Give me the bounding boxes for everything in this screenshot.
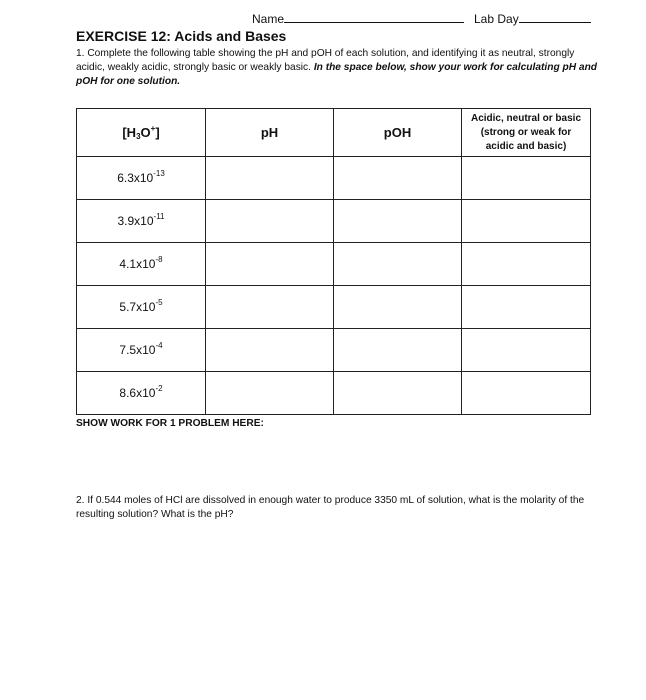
type-cell[interactable] [462,329,591,372]
poh-cell[interactable] [334,286,462,329]
header-poh: pOH [334,109,462,157]
type-cell[interactable] [462,200,591,243]
h3o-value: $3.9x10^{-11}$ [77,200,206,243]
h3o-value: $5.7x10^{-5}$ [77,286,206,329]
question-1-text: 1. Complete the following table showing the pH and pOH of each solution, and identifying it as neutral, strongly acidic, weakly acidic, strongly basic or weakly basic. [76,48,575,73]
header-type: Acidic, neutral or basic (strong or weak for acidic and basic) [462,109,591,157]
poh-cell[interactable] [334,372,462,415]
table-header-row [77,109,591,157]
h3o-value: $7.5x10^{-4}$ [77,329,206,372]
ph-cell[interactable] [206,243,334,286]
lab-day-field [474,11,591,26]
table-row [77,200,591,243]
question-1-instruction: In the space below, show your work for calculating pH and pOH for one solution. [76,62,598,87]
ph-cell[interactable] [206,372,334,415]
type-cell[interactable] [462,157,591,200]
table-row [77,286,591,329]
h3o-value: $8.6x10^{-2}$ [77,372,206,415]
poh-cell[interactable] [334,329,462,372]
ph-table [76,108,591,415]
poh-cell[interactable] [334,200,462,243]
lab-day-blank[interactable] [519,11,591,23]
ph-cell[interactable] [206,157,334,200]
table-row [77,243,591,286]
h3o-value: $6.3x10^{-13}$ [77,157,206,200]
ph-cell[interactable] [206,329,334,372]
h3o-value: $4.1x10^{-8}$ [77,243,206,286]
table-row [77,157,591,200]
type-cell[interactable] [462,243,591,286]
type-cell[interactable] [462,372,591,415]
name-field [252,11,464,26]
name-label: Name [252,12,285,26]
name-blank[interactable] [284,11,464,23]
exercise-title: EXERCISE 12: Acids and Bases [76,28,287,44]
question-2: 2. If 0.544 moles of HCl are dissolved in enough water to produce 3350 mL of solution, what is the molarity of the resulting solution? What is the pH? [76,495,585,520]
table-row [77,372,591,415]
ph-cell[interactable] [206,200,334,243]
ph-cell[interactable] [206,286,334,329]
poh-cell[interactable] [334,157,462,200]
header-h3o: $[H_3O^+]$ [77,109,206,157]
table-row [77,329,591,372]
show-work-label: SHOW WORK FOR 1 PROBLEM HERE: [76,418,264,429]
question-1 [76,47,598,89]
lab-day-label: Lab Day [474,12,519,26]
poh-cell[interactable] [334,243,462,286]
type-cell[interactable] [462,286,591,329]
header-ph: pH [206,109,334,157]
